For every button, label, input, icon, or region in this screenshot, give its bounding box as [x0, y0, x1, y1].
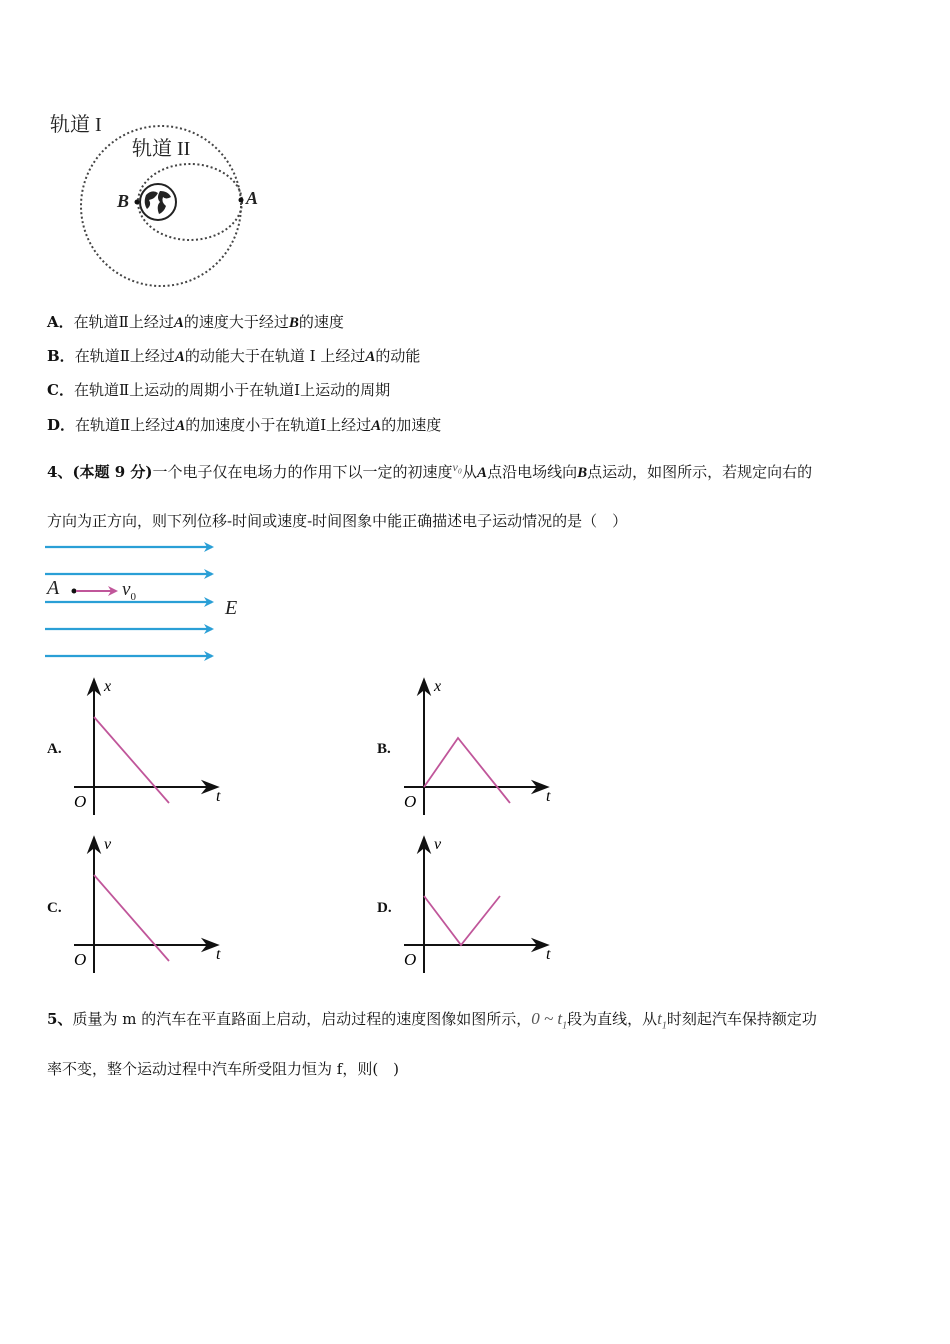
graph-b-letter: B. — [377, 741, 391, 757]
graph-a-letter: A. — [47, 741, 62, 757]
graph-d-line — [424, 896, 500, 945]
graph-c-x-label: t — [216, 946, 221, 963]
graph-d[interactable] — [400, 833, 565, 973]
graph-b-line — [424, 738, 510, 803]
graph-c-origin: O — [74, 950, 87, 969]
q3-option-b: B．在轨道Ⅱ上经过A的动能大于在轨道 I 上经过A的动能 — [47, 347, 421, 365]
graph-a-origin: O — [74, 792, 87, 811]
graph-d-origin: O — [404, 950, 417, 969]
earth-icon — [140, 184, 176, 220]
graph-b-axes — [404, 680, 547, 815]
q5-stem-line2: 率不变，整个运动过程中汽车所受阻力恒为 f，则( ) — [47, 1060, 400, 1078]
orbit-2-label: 轨道 II — [132, 138, 191, 160]
electric-field-figure — [40, 535, 260, 670]
q3-option-a: A．在轨道Ⅱ上经过A的速度大于经过B的速度 — [47, 313, 344, 331]
graph-a-axes — [74, 680, 217, 815]
q4-stem-line1: 4、(本题 9 分)一个电子仅在电场力的作用下以一定的初速度$^{v_0}$从A点沿电场线向B点运动，如图所示，若规定向右的 — [47, 460, 813, 481]
graph-c[interactable] — [70, 833, 235, 973]
point-a-label: A — [246, 188, 259, 208]
graph-b[interactable] — [400, 675, 565, 815]
graph-b-y-label: x — [434, 678, 442, 695]
point-b-dot — [135, 200, 140, 205]
q5-range: 0 ~ $t_1$ — [531, 1009, 568, 1032]
graph-d-x-label: t — [546, 946, 551, 963]
orbit-1-label: 轨道 I — [50, 114, 102, 136]
graph-d-letter: D. — [377, 900, 392, 916]
point-a-dot — [72, 589, 77, 594]
graph-b-origin: O — [404, 792, 417, 811]
q3-option-c: C．在轨道Ⅱ上运动的周期小于在轨道Ⅰ上运动的周期 — [47, 381, 391, 399]
graph-c-y-label: v — [104, 836, 112, 853]
q3-option-d: D．在轨道Ⅱ上经过A的加速度小于在轨道Ⅰ上经过A的加速度 — [47, 416, 442, 434]
q5-t1: $t_1$ — [657, 1009, 667, 1032]
graph-a-x-label: t — [216, 788, 221, 805]
field-label: E — [225, 597, 238, 619]
graph-c-axes — [74, 838, 217, 973]
graph-c-letter: C. — [47, 900, 62, 916]
point-a-dot — [239, 198, 244, 203]
graph-a-y-label: x — [104, 678, 112, 695]
graph-b-x-label: t — [546, 788, 551, 805]
orbit-figure — [40, 105, 280, 290]
graph-d-axes — [404, 838, 547, 973]
graph-a[interactable] — [70, 675, 235, 815]
point-b-label: B — [117, 191, 130, 211]
q5-stem-line1: 5、质量为 m 的汽车在平直路面上启动，启动过程的速度图像如图所示，0 ~ $t_1$段为直线，从$t_1$时刻起汽车保持额定功 — [47, 1009, 817, 1032]
graph-a-line — [94, 717, 169, 803]
velocity-label: $v_0$ — [122, 579, 136, 603]
graph-c-line — [94, 875, 169, 961]
point-a-label: A — [47, 577, 60, 599]
q4-stem-line2: 方向为正方向，则下列位移-时间或速度-时间图象中能正确描述电子运动情况的是（ ） — [47, 512, 628, 530]
graph-d-y-label: v — [434, 836, 442, 853]
